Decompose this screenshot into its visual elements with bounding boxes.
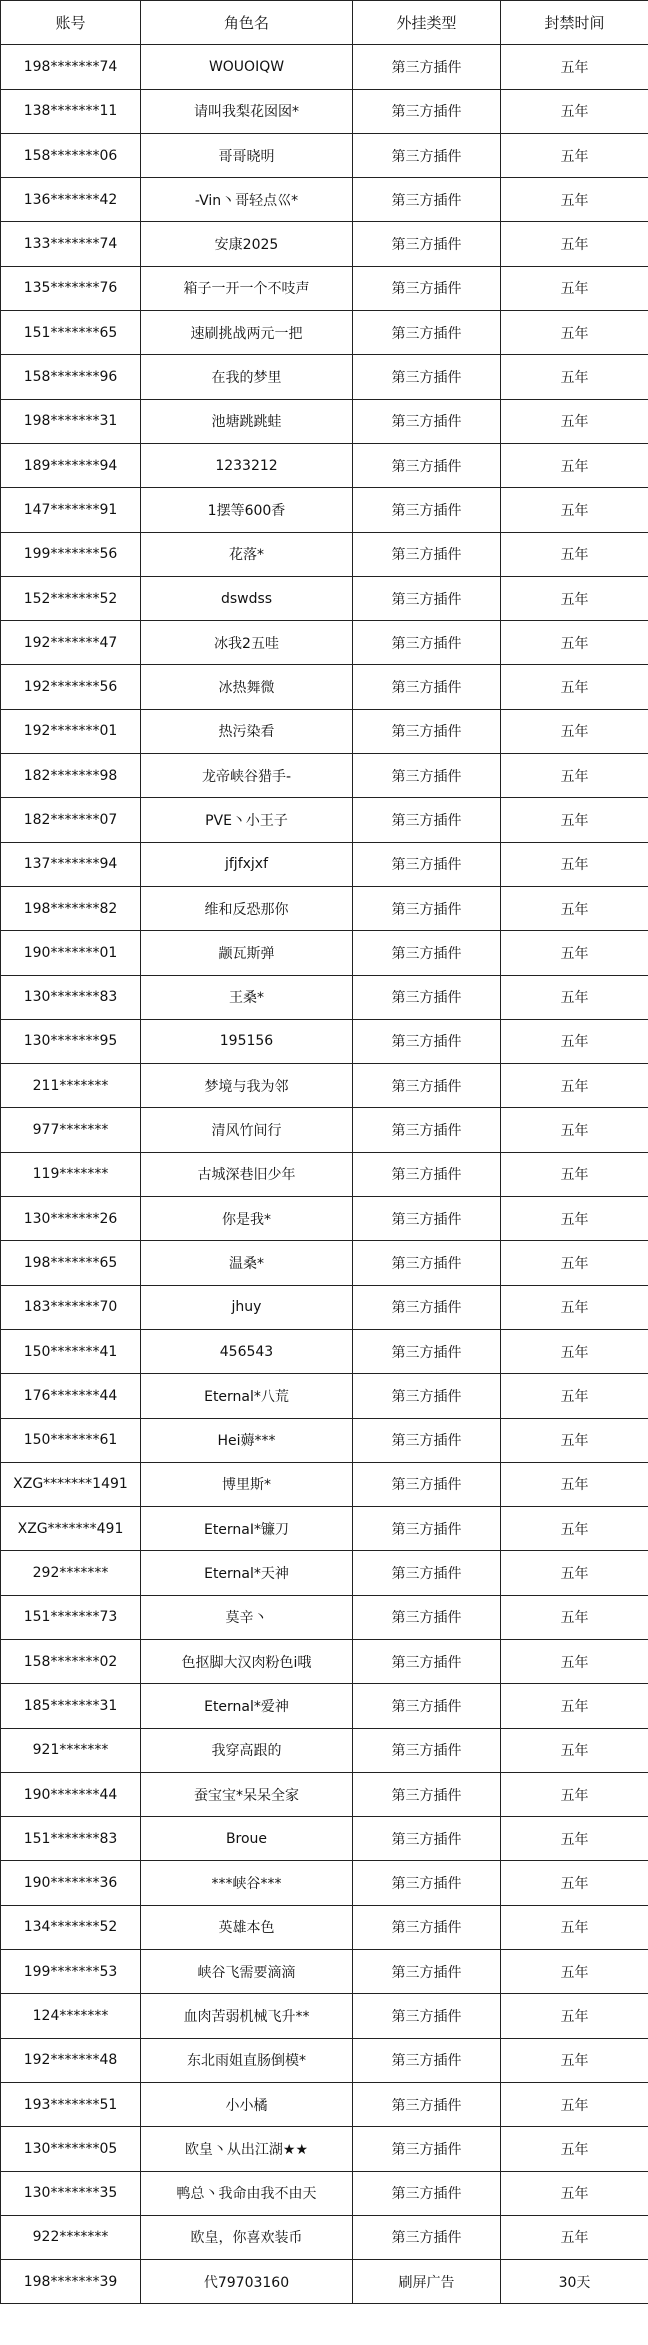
cell-ban-duration: 五年: [501, 133, 648, 177]
cell-ban-duration: 五年: [501, 975, 648, 1019]
cell-role-name: 小小橘: [141, 2082, 353, 2126]
cell-account: 158*******02: [1, 1639, 141, 1683]
cell-cheat-type: 第三方插件: [353, 931, 501, 975]
cell-role-name: 色抠脚大汉肉粉色i哦: [141, 1639, 353, 1683]
cell-account: 183*******70: [1, 1285, 141, 1329]
cell-cheat-type: 第三方插件: [353, 2038, 501, 2082]
cell-ban-duration: 五年: [501, 2038, 648, 2082]
cell-ban-duration: 五年: [501, 1950, 648, 1994]
table-row: [1, 1374, 648, 1418]
cell-ban-duration: 五年: [501, 488, 648, 532]
table-row: [1, 1329, 648, 1373]
cell-role-name: 热污染看: [141, 709, 353, 753]
cell-cheat-type: 第三方插件: [353, 399, 501, 443]
cell-ban-duration: 五年: [501, 1551, 648, 1595]
cell-role-name: 速刷挑战两元一把: [141, 311, 353, 355]
table-row: [1, 1064, 648, 1108]
cell-account: 198*******74: [1, 45, 141, 89]
cell-account: 185*******31: [1, 1684, 141, 1728]
table-row: [1, 488, 648, 532]
table-row: [1, 443, 648, 487]
cell-ban-duration: 五年: [501, 1285, 648, 1329]
cell-account: 119*******: [1, 1152, 141, 1196]
cell-role-name: 欧皇丶从出江湖★★: [141, 2127, 353, 2171]
cell-ban-duration: 五年: [501, 2171, 648, 2215]
cell-role-name: WOUOIQW: [141, 45, 353, 89]
cell-account: 190*******44: [1, 1772, 141, 1816]
table-row: [1, 2215, 648, 2259]
cell-ban-duration: 五年: [501, 266, 648, 310]
cell-cheat-type: 第三方插件: [353, 1197, 501, 1241]
cell-role-name: 456543: [141, 1329, 353, 1373]
cell-ban-duration: 五年: [501, 1197, 648, 1241]
cell-role-name: 哥哥晓明: [141, 133, 353, 177]
cell-role-name: 鸭总丶我命由我不由天: [141, 2171, 353, 2215]
table-row: [1, 798, 648, 842]
cell-role-name: ***峡谷***: [141, 1861, 353, 1905]
cell-ban-duration: 五年: [501, 665, 648, 709]
cell-cheat-type: 第三方插件: [353, 1728, 501, 1772]
cell-ban-duration: 五年: [501, 45, 648, 89]
cell-role-name: dswdss: [141, 576, 353, 620]
cell-cheat-type: 第三方插件: [353, 1285, 501, 1329]
cell-role-name: jfjfxjxf: [141, 842, 353, 886]
table-row: [1, 1108, 648, 1152]
cell-ban-duration: 五年: [501, 1595, 648, 1639]
cell-cheat-type: 第三方插件: [353, 1418, 501, 1462]
cell-ban-duration: 五年: [501, 576, 648, 620]
table-row: [1, 975, 648, 1019]
cell-role-name: 温桑*: [141, 1241, 353, 1285]
cell-cheat-type: 第三方插件: [353, 45, 501, 89]
table-row: [1, 222, 648, 266]
table-body: [1, 45, 648, 2304]
table-row: [1, 2171, 648, 2215]
cell-account: 130*******35: [1, 2171, 141, 2215]
cell-cheat-type: 第三方插件: [353, 1595, 501, 1639]
table-row: [1, 1462, 648, 1506]
cell-account: 151*******65: [1, 311, 141, 355]
cell-role-name: 代79703160: [141, 2260, 353, 2304]
table-row: [1, 1285, 648, 1329]
cell-cheat-type: 第三方插件: [353, 1329, 501, 1373]
cell-role-name: 血肉苦弱机械飞升**: [141, 1994, 353, 2038]
cell-cheat-type: 第三方插件: [353, 89, 501, 133]
cell-ban-duration: 五年: [501, 1241, 648, 1285]
cell-cheat-type: 第三方插件: [353, 798, 501, 842]
cell-role-name: 池塘跳跳蛙: [141, 399, 353, 443]
cell-account: 190*******36: [1, 1861, 141, 1905]
cell-account: 921*******: [1, 1728, 141, 1772]
table-row: [1, 1197, 648, 1241]
cell-ban-duration: 五年: [501, 1994, 648, 2038]
cell-ban-duration: 五年: [501, 399, 648, 443]
cell-account: 199*******56: [1, 532, 141, 576]
cell-account: 147*******91: [1, 488, 141, 532]
cell-cheat-type: 第三方插件: [353, 1152, 501, 1196]
table-row: [1, 576, 648, 620]
cell-ban-duration: 五年: [501, 1507, 648, 1551]
cell-ban-duration: 五年: [501, 89, 648, 133]
cell-cheat-type: 第三方插件: [353, 621, 501, 665]
table-row: [1, 2127, 648, 2171]
cell-role-name: 王桑*: [141, 975, 353, 1019]
cell-account: 130*******26: [1, 1197, 141, 1241]
cell-role-name: 欧皇，你喜欢装币: [141, 2215, 353, 2259]
cell-account: 182*******07: [1, 798, 141, 842]
cell-account: 138*******11: [1, 89, 141, 133]
table-row: [1, 1772, 648, 1816]
cell-account: XZG*******491: [1, 1507, 141, 1551]
cell-role-name: 箱子一开一个不吱声: [141, 266, 353, 310]
cell-role-name: Eternal*爱神: [141, 1684, 353, 1728]
cell-ban-duration: 五年: [501, 1019, 648, 1063]
cell-cheat-type: 第三方插件: [353, 1994, 501, 2038]
cell-ban-duration: 五年: [501, 532, 648, 576]
cell-cheat-type: 第三方插件: [353, 1064, 501, 1108]
header-cheat-type: 外挂类型: [353, 1, 501, 45]
cell-ban-duration: 五年: [501, 2082, 648, 2126]
cell-cheat-type: 第三方插件: [353, 886, 501, 930]
cell-cheat-type: 第三方插件: [353, 1950, 501, 1994]
cell-account: 198*******82: [1, 886, 141, 930]
header-ban-duration: 封禁时间: [501, 1, 648, 45]
cell-account: 199*******53: [1, 1950, 141, 1994]
table-row: [1, 266, 648, 310]
table-row: [1, 1152, 648, 1196]
header-role-name: 角色名: [141, 1, 353, 45]
cell-account: 152*******52: [1, 576, 141, 620]
table-row: [1, 1507, 648, 1551]
cell-role-name: 蚕宝宝*呆呆全家: [141, 1772, 353, 1816]
cell-ban-duration: 五年: [501, 1728, 648, 1772]
cell-role-name: Eternal*天神: [141, 1551, 353, 1595]
cell-role-name: 1233212: [141, 443, 353, 487]
cell-account: 192*******47: [1, 621, 141, 665]
cell-ban-duration: 五年: [501, 1418, 648, 1462]
table-row: [1, 1861, 648, 1905]
cell-role-name: -Vin丶哥轻点巛*: [141, 178, 353, 222]
cell-account: 190*******01: [1, 931, 141, 975]
cell-account: 134*******52: [1, 1905, 141, 1949]
cell-ban-duration: 五年: [501, 709, 648, 753]
cell-cheat-type: 第三方插件: [353, 2082, 501, 2126]
cell-account: 192*******56: [1, 665, 141, 709]
table-row: [1, 1418, 648, 1462]
cell-role-name: 梦境与我为邻: [141, 1064, 353, 1108]
cell-cheat-type: 第三方插件: [353, 532, 501, 576]
table-row: [1, 1684, 648, 1728]
cell-cheat-type: 第三方插件: [353, 975, 501, 1019]
table-row: [1, 886, 648, 930]
cell-role-name: 维和反恐那你: [141, 886, 353, 930]
cell-ban-duration: 五年: [501, 222, 648, 266]
cell-role-name: 东北雨姐直肠倒模*: [141, 2038, 353, 2082]
cell-account: 158*******06: [1, 133, 141, 177]
cell-ban-duration: 五年: [501, 754, 648, 798]
cell-role-name: 峡谷飞需要滴滴: [141, 1950, 353, 1994]
cell-role-name: 英雄本色: [141, 1905, 353, 1949]
cell-ban-duration: 五年: [501, 1639, 648, 1683]
cell-cheat-type: 第三方插件: [353, 1905, 501, 1949]
cell-role-name: Broue: [141, 1817, 353, 1861]
header-row: [1, 1, 648, 45]
cell-cheat-type: 第三方插件: [353, 576, 501, 620]
cell-account: 136*******42: [1, 178, 141, 222]
cell-cheat-type: 刷屏广告: [353, 2260, 501, 2304]
table-row: [1, 89, 648, 133]
table-row: [1, 532, 648, 576]
cell-account: 193*******51: [1, 2082, 141, 2126]
cell-cheat-type: 第三方插件: [353, 2171, 501, 2215]
cell-account: 124*******: [1, 1994, 141, 2038]
table-row: [1, 1817, 648, 1861]
table-row: [1, 2038, 648, 2082]
table-row: [1, 621, 648, 665]
cell-ban-duration: 30天: [501, 2260, 648, 2304]
table-row: [1, 1905, 648, 1949]
cell-ban-duration: 五年: [501, 1905, 648, 1949]
table-row: [1, 709, 648, 753]
cell-ban-duration: 五年: [501, 1772, 648, 1816]
cell-account: 158*******96: [1, 355, 141, 399]
cell-ban-duration: 五年: [501, 1684, 648, 1728]
cell-cheat-type: 第三方插件: [353, 488, 501, 532]
cell-role-name: 安康2025: [141, 222, 353, 266]
cell-cheat-type: 第三方插件: [353, 1551, 501, 1595]
cell-role-name: 清风竹间行: [141, 1108, 353, 1152]
cell-role-name: 冰热舞微: [141, 665, 353, 709]
cell-account: 130*******95: [1, 1019, 141, 1063]
cell-cheat-type: 第三方插件: [353, 1639, 501, 1683]
cell-cheat-type: 第三方插件: [353, 1817, 501, 1861]
cell-cheat-type: 第三方插件: [353, 1108, 501, 1152]
table-row: [1, 133, 648, 177]
cell-role-name: Hei薅***: [141, 1418, 353, 1462]
cell-account: 151*******83: [1, 1817, 141, 1861]
cell-ban-duration: 五年: [501, 178, 648, 222]
table-header: [1, 1, 648, 45]
cell-cheat-type: 第三方插件: [353, 2215, 501, 2259]
table-row: [1, 1551, 648, 1595]
cell-role-name: 花落*: [141, 532, 353, 576]
cell-ban-duration: 五年: [501, 1462, 648, 1506]
cell-role-name: 冰我2五哇: [141, 621, 353, 665]
cell-account: 198*******65: [1, 1241, 141, 1285]
cell-role-name: 我穿高跟的: [141, 1728, 353, 1772]
cell-account: 133*******74: [1, 222, 141, 266]
table-row: [1, 1595, 648, 1639]
cell-role-name: jhuy: [141, 1285, 353, 1329]
cell-cheat-type: 第三方插件: [353, 754, 501, 798]
cell-ban-duration: 五年: [501, 2127, 648, 2171]
table-row: [1, 1639, 648, 1683]
cell-role-name: 莫辛丶: [141, 1595, 353, 1639]
cell-account: 137*******94: [1, 842, 141, 886]
table-row: [1, 45, 648, 89]
cell-account: 192*******48: [1, 2038, 141, 2082]
cell-cheat-type: 第三方插件: [353, 222, 501, 266]
table-row: [1, 178, 648, 222]
cell-cheat-type: 第三方插件: [353, 1772, 501, 1816]
table-row: [1, 931, 648, 975]
table-row: [1, 1728, 648, 1772]
cell-role-name: 195156: [141, 1019, 353, 1063]
table-row: [1, 1994, 648, 2038]
cell-role-name: Eternal*八荒: [141, 1374, 353, 1418]
cell-account: 192*******01: [1, 709, 141, 753]
table-row: [1, 355, 648, 399]
cell-cheat-type: 第三方插件: [353, 443, 501, 487]
cell-account: 198*******31: [1, 399, 141, 443]
cell-role-name: 古城深巷旧少年: [141, 1152, 353, 1196]
cell-cheat-type: 第三方插件: [353, 1019, 501, 1063]
cell-ban-duration: 五年: [501, 355, 648, 399]
cell-cheat-type: 第三方插件: [353, 709, 501, 753]
cell-cheat-type: 第三方插件: [353, 266, 501, 310]
cell-ban-duration: 五年: [501, 621, 648, 665]
cell-account: XZG*******1491: [1, 1462, 141, 1506]
cell-role-name: 请叫我梨花囡囡*: [141, 89, 353, 133]
table-row: [1, 311, 648, 355]
cell-cheat-type: 第三方插件: [353, 1462, 501, 1506]
cell-cheat-type: 第三方插件: [353, 1684, 501, 1728]
cell-role-name: 博里斯*: [141, 1462, 353, 1506]
table-row: [1, 2260, 648, 2304]
cell-ban-duration: 五年: [501, 443, 648, 487]
cell-ban-duration: 五年: [501, 1374, 648, 1418]
cell-account: 189*******94: [1, 443, 141, 487]
table-row: [1, 754, 648, 798]
cell-ban-duration: 五年: [501, 311, 648, 355]
cell-ban-duration: 五年: [501, 1152, 648, 1196]
cell-ban-duration: 五年: [501, 1108, 648, 1152]
cell-account: 150*******41: [1, 1329, 141, 1373]
cell-account: 135*******76: [1, 266, 141, 310]
cell-ban-duration: 五年: [501, 1861, 648, 1905]
cell-account: 198*******39: [1, 2260, 141, 2304]
table-row: [1, 842, 648, 886]
cell-cheat-type: 第三方插件: [353, 842, 501, 886]
cell-account: 151*******73: [1, 1595, 141, 1639]
cell-cheat-type: 第三方插件: [353, 133, 501, 177]
cell-cheat-type: 第三方插件: [353, 178, 501, 222]
cell-ban-duration: 五年: [501, 2215, 648, 2259]
table-row: [1, 1241, 648, 1285]
table-row: [1, 399, 648, 443]
cell-ban-duration: 五年: [501, 1817, 648, 1861]
cell-account: 150*******61: [1, 1418, 141, 1462]
cell-ban-duration: 五年: [501, 798, 648, 842]
cell-role-name: 颛瓦斯弹: [141, 931, 353, 975]
cell-role-name: EternaI*镰刀: [141, 1507, 353, 1551]
table-row: [1, 1950, 648, 1994]
cell-account: 211*******: [1, 1064, 141, 1108]
table-row: [1, 665, 648, 709]
cell-cheat-type: 第三方插件: [353, 1374, 501, 1418]
cell-account: 176*******44: [1, 1374, 141, 1418]
cell-account: 977*******: [1, 1108, 141, 1152]
cell-account: 922*******: [1, 2215, 141, 2259]
cell-cheat-type: 第三方插件: [353, 1507, 501, 1551]
table-row: [1, 2082, 648, 2126]
cell-role-name: 你是我*: [141, 1197, 353, 1241]
cell-account: 292*******: [1, 1551, 141, 1595]
cell-cheat-type: 第三方插件: [353, 2127, 501, 2171]
cell-account: 130*******83: [1, 975, 141, 1019]
cell-cheat-type: 第三方插件: [353, 1241, 501, 1285]
cell-ban-duration: 五年: [501, 931, 648, 975]
cell-ban-duration: 五年: [501, 1064, 648, 1108]
table-row: [1, 1019, 648, 1063]
cell-ban-duration: 五年: [501, 1329, 648, 1373]
cell-cheat-type: 第三方插件: [353, 665, 501, 709]
cell-role-name: 龙帝峡谷猎手-: [141, 754, 353, 798]
header-account: 账号: [1, 1, 141, 45]
cell-ban-duration: 五年: [501, 886, 648, 930]
cell-ban-duration: 五年: [501, 842, 648, 886]
cell-cheat-type: 第三方插件: [353, 355, 501, 399]
cell-role-name: PVE丶小王子: [141, 798, 353, 842]
cell-account: 130*******05: [1, 2127, 141, 2171]
cell-account: 182*******98: [1, 754, 141, 798]
cell-cheat-type: 第三方插件: [353, 311, 501, 355]
cell-role-name: 在我的梦里: [141, 355, 353, 399]
cell-role-name: 1摆等600香: [141, 488, 353, 532]
cell-cheat-type: 第三方插件: [353, 1861, 501, 1905]
